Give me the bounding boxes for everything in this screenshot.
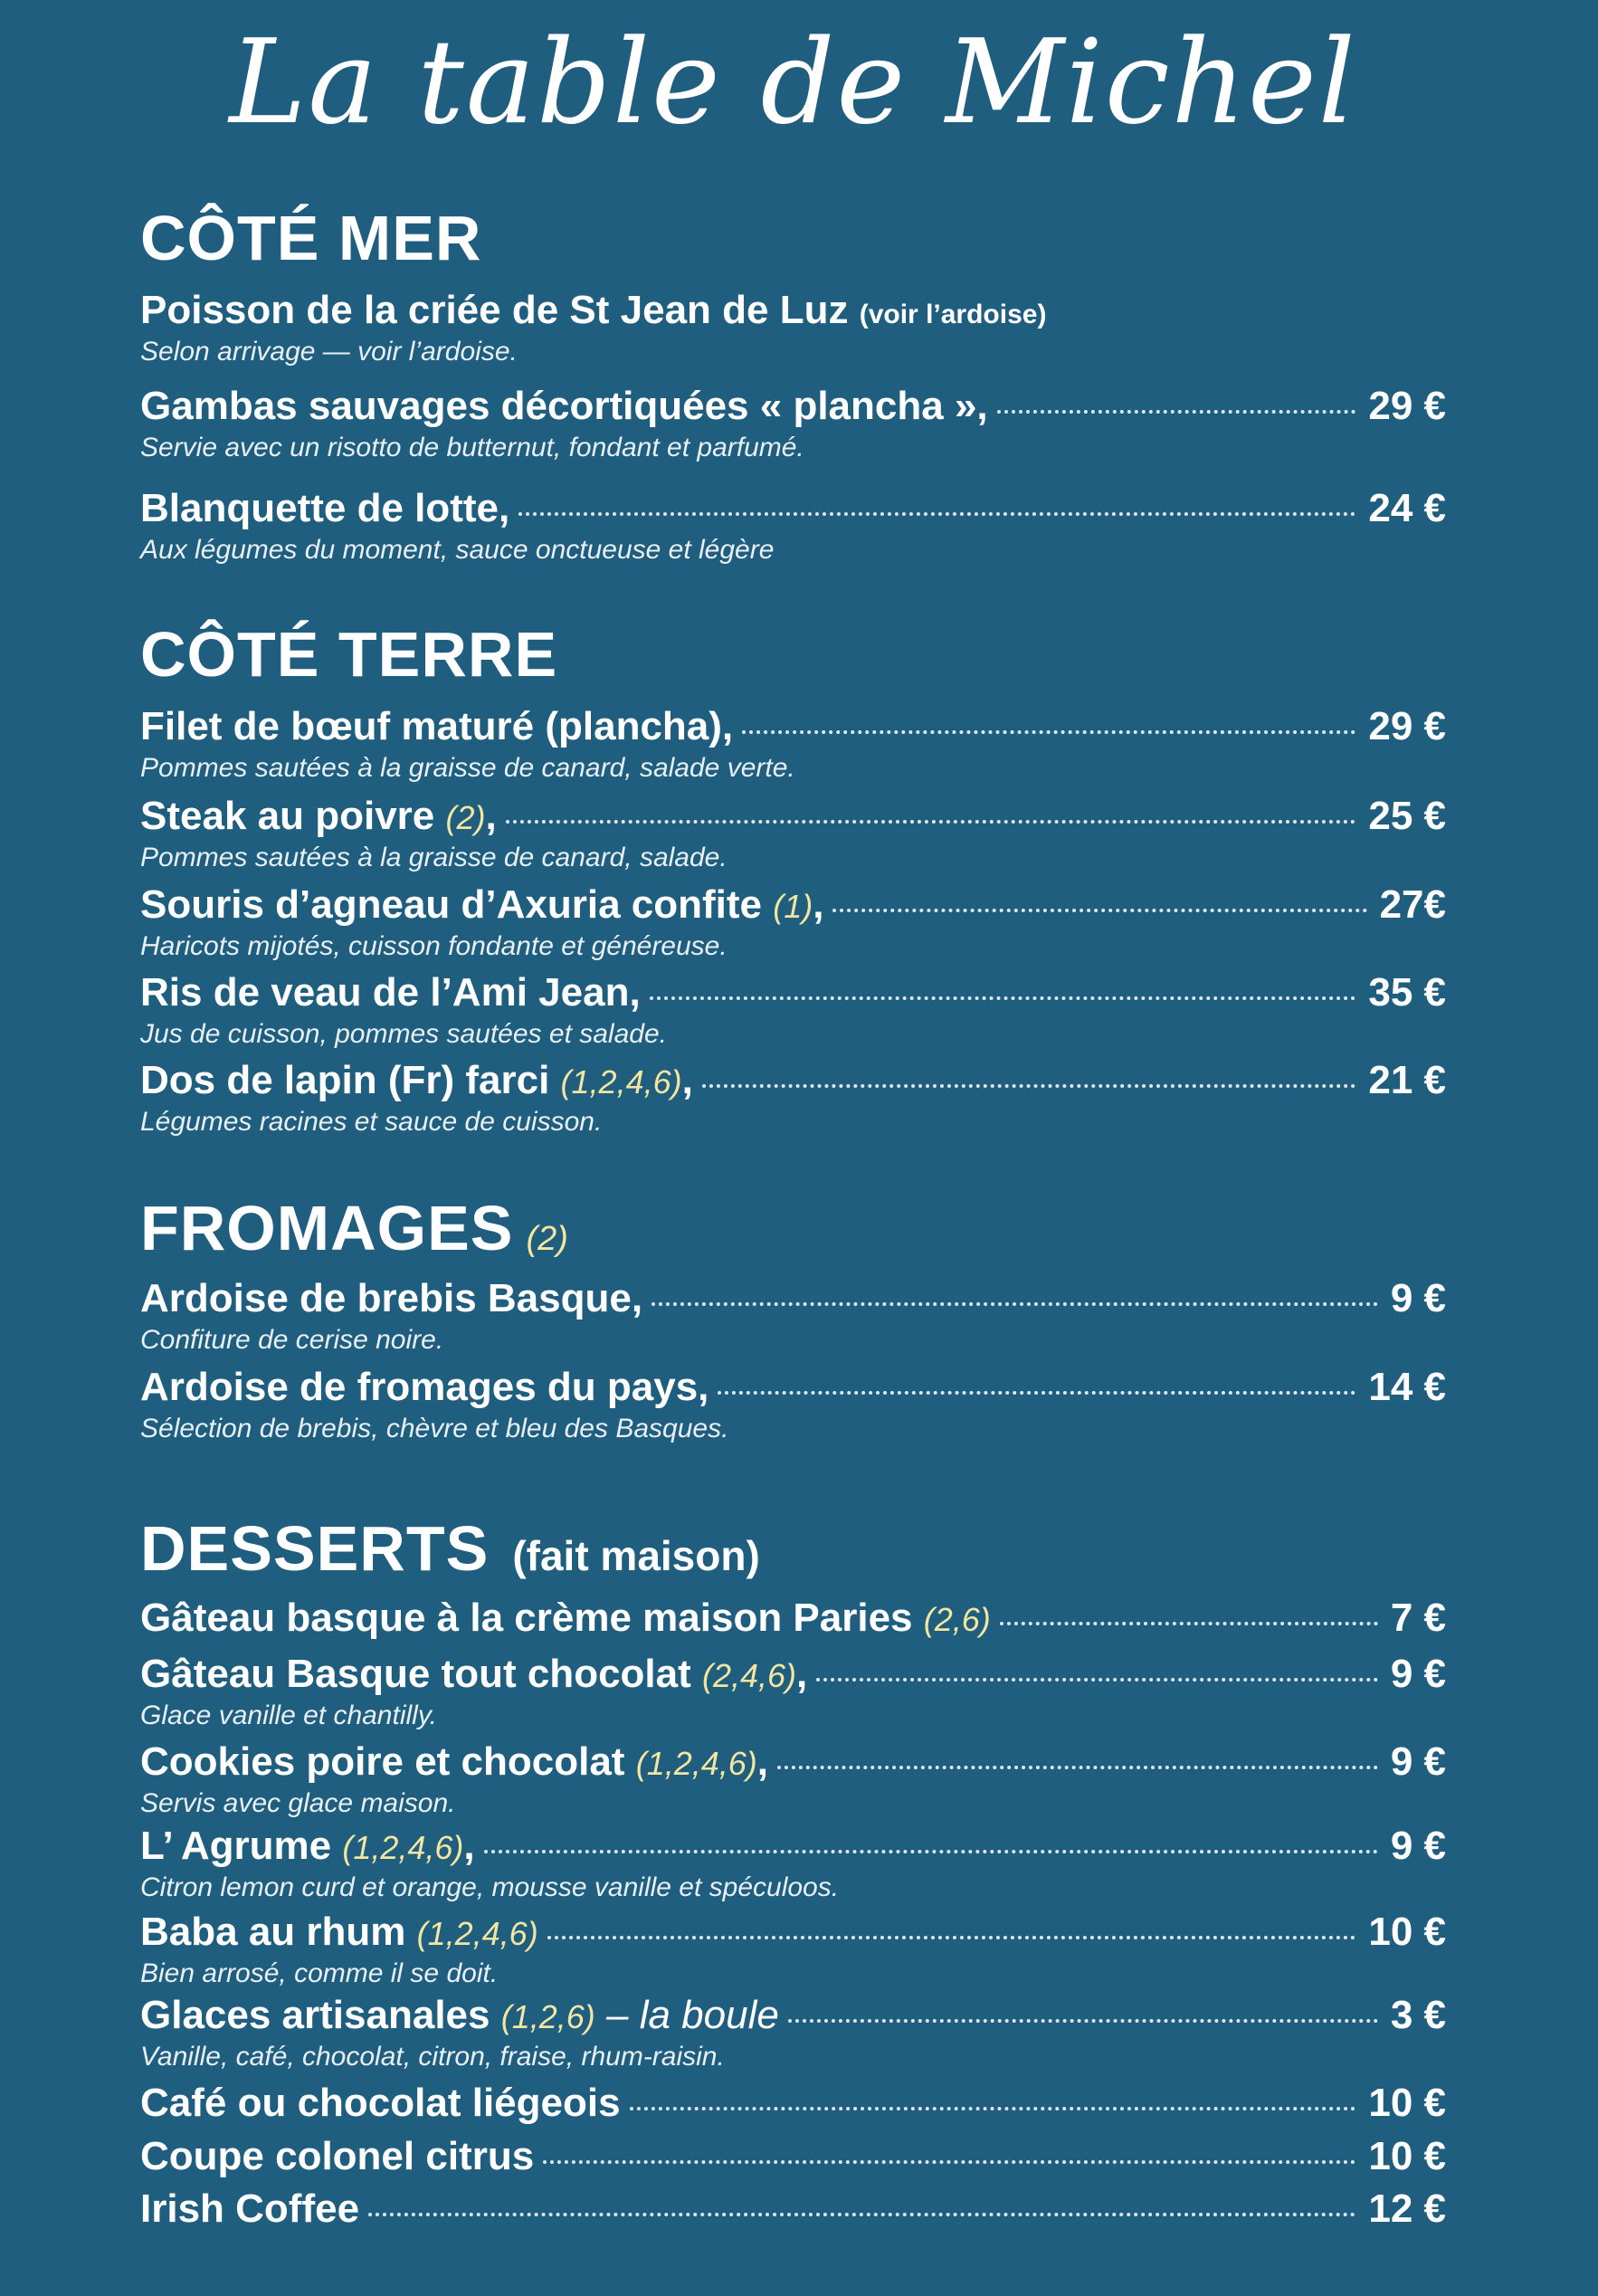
menu-item [140,1652,1446,1732]
section-heading: CÔTÉ MER [140,203,482,273]
menu-item [140,1276,1446,1357]
dot-leader [543,2160,1355,2164]
item-price: 21 € [1368,1058,1446,1102]
item-name: Poisson de la criée de St Jean de Luz (voir l’ardoise) [140,288,1047,332]
menu-item [140,1824,1446,1904]
allergen-codes: (1,2,4,6) [560,1063,682,1100]
section-mer [140,203,1446,273]
menu-item [140,288,1446,368]
item-price: 9 € [1390,1739,1446,1784]
item-name: L’ Agrume (1,2,4,6), [140,1824,475,1868]
allergen-codes: (2,6) [923,1601,991,1638]
item-price: 9 € [1390,1824,1446,1868]
menu-item [140,1365,1446,1445]
dot-leader [702,1084,1356,1088]
dot-leader [368,2213,1355,2216]
dot-leader [1000,1622,1378,1625]
item-price: 27€ [1379,882,1446,927]
dot-leader [650,996,1356,1000]
item-name: Irish Coffee [140,2186,360,2231]
item-price: 14 € [1368,1365,1446,1409]
dot-leader [997,410,1356,414]
item-name: Coupe colonel citrus [140,2134,535,2178]
item-name: Baba au rhum (1,2,4,6) [140,1910,538,1954]
item-unit: – la boule [606,1993,779,2037]
item-description: Servie avec un risotto de butternut, fondant et parfumé. [140,432,804,462]
item-name: Ris de veau de l’Ami Jean, [140,970,641,1015]
menu-item [140,1058,1446,1138]
item-name: Steak au poivre (2), [140,794,497,838]
item-description: Pommes sautées à la graisse de canard, salade verte. [140,752,795,783]
item-description: Citron lemon curd et orange, mousse vanille et spéculoos. [140,1872,840,1902]
dot-leader [630,2107,1356,2110]
item-description: Servis avec glace maison. [140,1787,456,1818]
item-price: 29 € [1368,384,1446,428]
menu-item [140,1910,1446,1990]
dot-leader [518,512,1355,516]
dot-leader [742,730,1355,734]
item-name: Gâteau basque à la crème maison Paries (2,6) [140,1596,991,1640]
item-description: Sélection de brebis, chèvre et bleu des Basques. [140,1413,729,1443]
restaurant-title: La table de Michel [229,15,1357,150]
item-description: Aux légumes du moment, sauce onctueuse et légère [140,534,775,565]
allergen-codes: (2) [526,1220,568,1258]
menu-item [140,384,1446,464]
allergen-codes: (2,4,6) [702,1657,797,1694]
item-price: 3 € [1390,1993,1446,2037]
item-description: Glace vanille et chantilly. [140,1700,437,1730]
section-fromages [140,1193,1446,1263]
item-description: Haricots mijotés, cuisson fondante et généreuse. [140,930,728,961]
dot-leader [777,1766,1378,1769]
item-name: Ardoise de brebis Basque, [140,1276,643,1320]
item-note: (voir l’ardoise) [859,300,1047,329]
menu-item [140,2134,1446,2180]
menu-item [140,794,1446,874]
item-name: Ardoise de fromages du pays, [140,1365,709,1409]
item-price: 9 € [1390,1652,1446,1696]
section-terre [140,619,1446,690]
section-subheading: (fait maison) [512,1532,760,1579]
menu-item [140,704,1446,785]
menu-item [140,882,1446,963]
menu-item [140,1596,1446,1642]
dot-leader [652,1302,1378,1306]
dot-leader [788,2019,1378,2023]
dot-leader [547,1936,1356,1939]
dot-leader [506,820,1356,824]
allergen-codes: (1,2,4,6) [635,1745,757,1782]
item-price: 9 € [1390,1276,1446,1320]
item-name: Filet de bœuf maturé (plancha), [140,704,734,748]
item-description: Selon arrivage — voir l’ardoise. [140,336,518,367]
menu-item [140,1993,1446,2073]
item-description: Bien arrosé, comme il se doit. [140,1958,499,1988]
dot-leader [832,909,1366,912]
dot-leader [484,1850,1378,1853]
item-price: 10 € [1368,2081,1446,2125]
item-price: 25 € [1368,794,1446,838]
item-description: Pommes sautées à la graisse de canard, salade. [140,842,728,872]
allergen-codes: (1,2,4,6) [416,1915,538,1952]
item-price: 29 € [1368,704,1446,748]
menu-item [140,1739,1446,1820]
section-heading: FROMAGES (2) [140,1193,568,1263]
allergen-codes: (1) [773,888,813,925]
item-price: 10 € [1368,2134,1446,2178]
menu-item [140,970,1446,1051]
item-name: Dos de lapin (Fr) farci (1,2,4,6), [140,1058,693,1102]
section-desserts [140,1513,1446,1584]
item-price: 35 € [1368,970,1446,1015]
item-description: Jus de cuisson, pommes sautées et salade. [140,1018,667,1049]
item-description: Légumes racines et sauce de cuisson. [140,1106,603,1137]
item-name: Café ou chocolat liégeois [140,2081,621,2125]
item-name: Glaces artisanales (1,2,6) – la boule [140,1993,779,2037]
item-price: 7 € [1390,1596,1446,1640]
dot-leader [718,1391,1355,1395]
section-heading: CÔTÉ TERRE [140,619,558,690]
item-name: Souris d’agneau d’Axuria confite (1), [140,882,824,927]
item-name: Gâteau Basque tout chocolat (2,4,6), [140,1652,808,1696]
item-price: 10 € [1368,1910,1446,1954]
menu-page [140,0,1446,2296]
item-price: 12 € [1368,2186,1446,2231]
section-heading: DESSERTS (fait maison) [140,1513,760,1584]
item-description: Vanille, café, chocolat, citron, fraise, rhum-raisin. [140,2041,725,2072]
item-name: Cookies poire et chocolat (1,2,4,6), [140,1739,769,1784]
item-name: Blanquette de lotte, [140,486,510,530]
menu-item [140,486,1446,567]
allergen-codes: (2) [445,799,486,836]
item-description: Confiture de cerise noire. [140,1324,444,1355]
allergen-codes: (1,2,6) [500,1998,595,2035]
item-price: 24 € [1368,486,1446,530]
menu-item [140,2186,1446,2233]
item-name: Gambas sauvages décortiquées « plancha », [140,384,988,428]
menu-item [140,2081,1446,2127]
allergen-codes: (1,2,4,6) [342,1829,464,1866]
dot-leader [816,1678,1378,1682]
